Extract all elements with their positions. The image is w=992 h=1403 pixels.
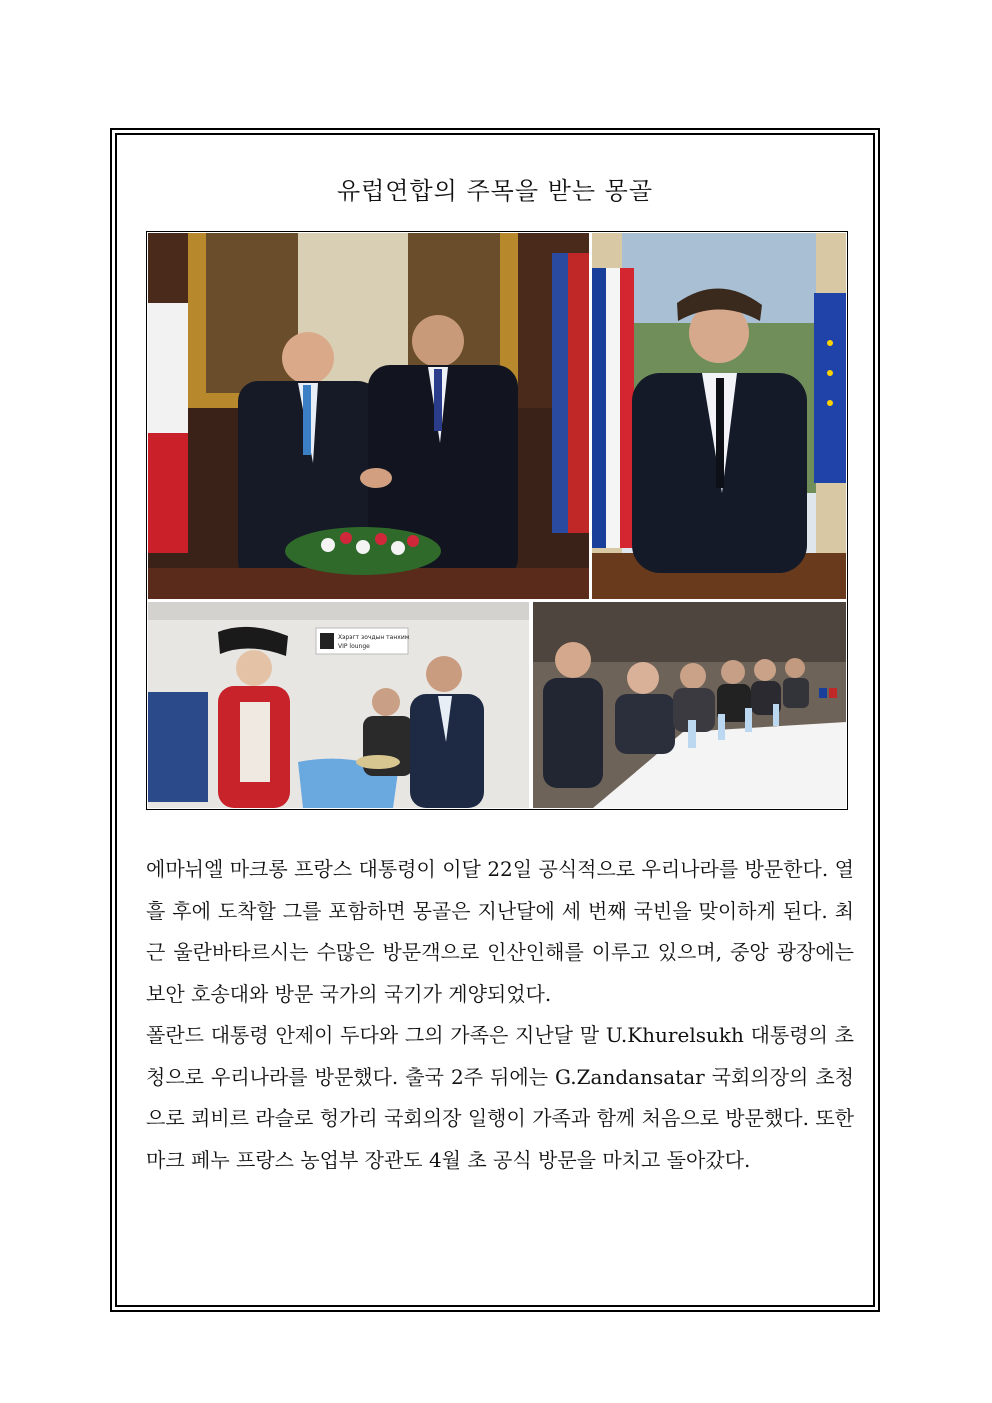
photo-meeting xyxy=(533,602,846,808)
photo-portrait xyxy=(592,233,846,599)
photo-collage xyxy=(146,231,848,810)
article-body xyxy=(146,849,854,1181)
article-title: 유럽연합의 주목을 받는 몽골 xyxy=(336,177,654,205)
paragraph-2: 폴란드 대통령 안제이 두다와 그의 가족은 지난달 말 U.Khurelsukh 대통령의 초청으로 우리나라를 방문했다. 출국 2주 뒤에는 G.Zandansatar 국회의장의 초청으로 쾨비르 라슬로 헝가리 국회의장 일행이 가족과 함께 처음으로 방문했다. 또한 마크 페누 프랑스 농업부 장관도 4월 초 공식 방문을 마치고 돌아갔다. xyxy=(146,1023,854,1172)
svg-text:Хэрэгт зочдын танхим: Хэрэгт зочдын танхим xyxy=(338,634,410,641)
photo-airport-welcome xyxy=(148,602,529,808)
svg-text:VIP lounge: VIP lounge xyxy=(338,643,370,650)
page-frame-inner xyxy=(115,133,875,1307)
photo-handshake xyxy=(148,233,589,599)
page-frame xyxy=(110,128,880,1312)
paragraph-1: 에마뉘엘 마크롱 프랑스 대통령이 이달 22일 공식적으로 우리나라를 방문한다. 열흘 후에 도착할 그를 포함하면 몽골은 지난달에 세 번째 국빈을 맞이하게 된다. 최근 울란바타르시는 수많은 방문객으로 인산인해를 이루고 있으며, 중앙 광장에는 보안 호송대와 방문 국가의 국기가 게양되었다. xyxy=(146,857,854,1006)
